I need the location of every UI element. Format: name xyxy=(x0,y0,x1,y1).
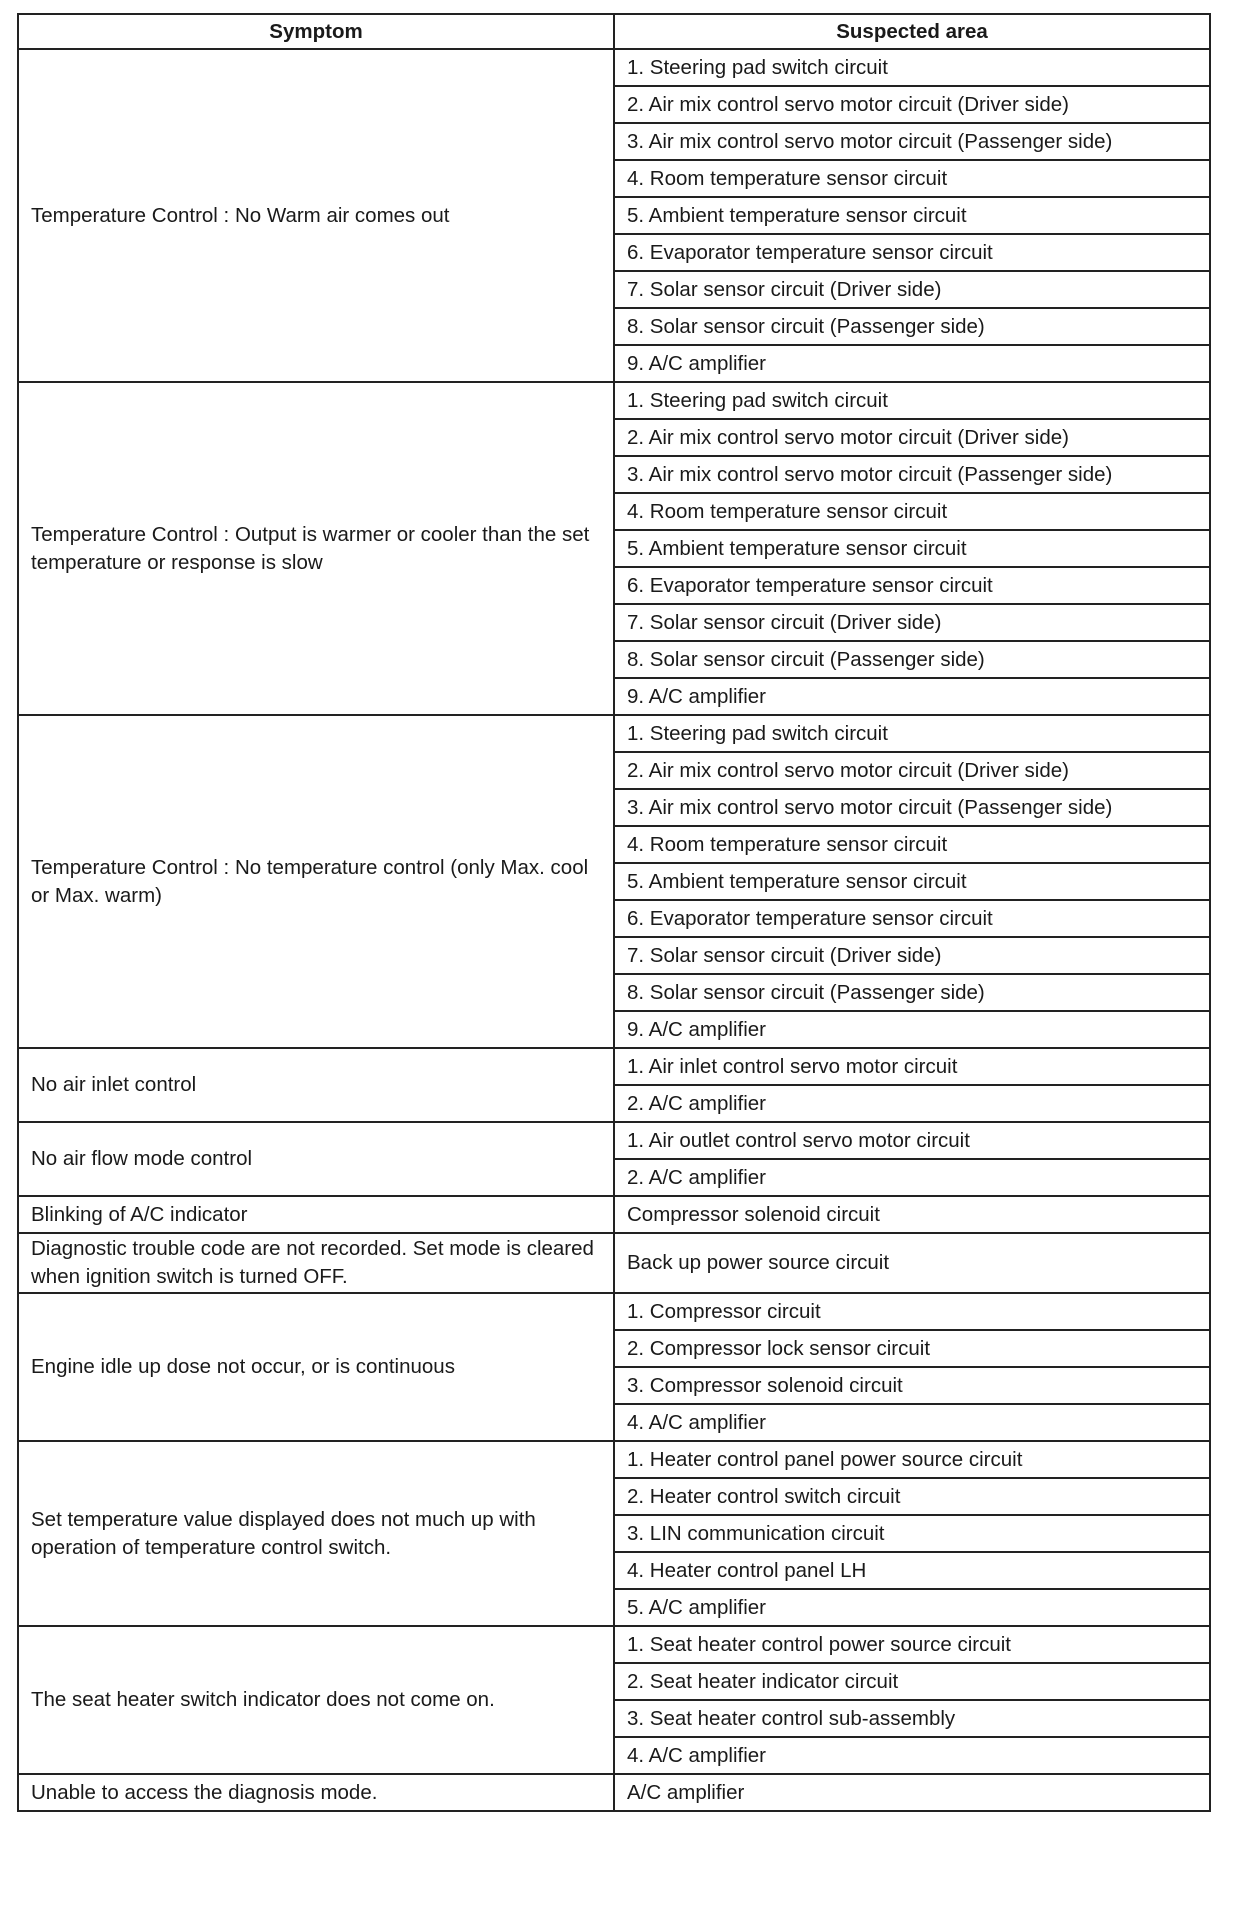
suspected-area-cell: 4. A/C amplifier xyxy=(614,1737,1210,1774)
table-row xyxy=(18,1441,1210,1478)
suspected-area-cell: 3. Air mix control servo motor circuit (Passenger side) xyxy=(614,456,1210,493)
table-row xyxy=(18,1233,1210,1293)
suspected-area-cell: 1. Air outlet control servo motor circuit xyxy=(614,1122,1210,1159)
suspected-area-cell: 9. A/C amplifier xyxy=(614,1011,1210,1048)
symptom-table xyxy=(17,13,1211,1812)
suspected-area-cell: 7. Solar sensor circuit (Driver side) xyxy=(614,604,1210,641)
suspected-area-cell: 1. Steering pad switch circuit xyxy=(614,49,1210,86)
suspected-area-cell: 7. Solar sensor circuit (Driver side) xyxy=(614,937,1210,974)
suspected-area-cell: 6. Evaporator temperature sensor circuit xyxy=(614,900,1210,937)
suspected-area-cell: 2. A/C amplifier xyxy=(614,1085,1210,1122)
suspected-area-cell: 3. Compressor solenoid circuit xyxy=(614,1367,1210,1404)
table-body xyxy=(18,49,1210,1811)
suspected-area-cell: 1. Compressor circuit xyxy=(614,1293,1210,1330)
symptom-cell: Engine idle up dose not occur, or is continuous xyxy=(18,1293,614,1441)
suspected-area-cell: 4. Room temperature sensor circuit xyxy=(614,493,1210,530)
suspected-area-cell: 4. Room temperature sensor circuit xyxy=(614,826,1210,863)
suspected-area-cell: 4. A/C amplifier xyxy=(614,1404,1210,1441)
suspected-area-cell: 5. Ambient temperature sensor circuit xyxy=(614,197,1210,234)
suspected-area-cell: 1. Steering pad switch circuit xyxy=(614,382,1210,419)
symptom-header: Symptom xyxy=(18,14,614,49)
suspected-area-cell: 5. A/C amplifier xyxy=(614,1589,1210,1626)
symptom-cell: Unable to access the diagnosis mode. xyxy=(18,1774,614,1811)
suspected-area-cell: 5. Ambient temperature sensor circuit xyxy=(614,863,1210,900)
symptom-cell: Diagnostic trouble code are not recorded. Set mode is cleared when ignition switch is turned OFF. xyxy=(18,1233,614,1293)
table-row xyxy=(18,1293,1210,1330)
table-row xyxy=(18,382,1210,419)
suspected-area-cell: 6. Evaporator temperature sensor circuit xyxy=(614,234,1210,271)
suspected-area-cell: 3. LIN communication circuit xyxy=(614,1515,1210,1552)
symptom-cell: No air flow mode control xyxy=(18,1122,614,1196)
suspected-area-cell: 1. Air inlet control servo motor circuit xyxy=(614,1048,1210,1085)
table-row xyxy=(18,1774,1210,1811)
symptom-cell: Blinking of A/C indicator xyxy=(18,1196,614,1233)
suspected-area-cell: 1. Heater control panel power source circuit xyxy=(614,1441,1210,1478)
suspected-area-cell: 2. A/C amplifier xyxy=(614,1159,1210,1196)
suspected-area-cell: 7. Solar sensor circuit (Driver side) xyxy=(614,271,1210,308)
symptom-cell: Temperature Control : Output is warmer or cooler than the set temperature or response is slow xyxy=(18,382,614,715)
symptom-cell: Temperature Control : No Warm air comes out xyxy=(18,49,614,382)
symptom-cell: Temperature Control : No temperature control (only Max. cool or Max. warm) xyxy=(18,715,614,1048)
suspected-area-cell: 2. Compressor lock sensor circuit xyxy=(614,1330,1210,1367)
suspected-area-cell: 3. Air mix control servo motor circuit (Passenger side) xyxy=(614,123,1210,160)
suspected-area-header: Suspected area xyxy=(614,14,1210,49)
table-row xyxy=(18,715,1210,752)
suspected-area-cell: 2. Heater control switch circuit xyxy=(614,1478,1210,1515)
symptom-cell: The seat heater switch indicator does not come on. xyxy=(18,1626,614,1774)
suspected-area-cell: 9. A/C amplifier xyxy=(614,345,1210,382)
suspected-area-cell: 1. Steering pad switch circuit xyxy=(614,715,1210,752)
suspected-area-cell: 4. Room temperature sensor circuit xyxy=(614,160,1210,197)
table-row xyxy=(18,1196,1210,1233)
suspected-area-cell: Compressor solenoid circuit xyxy=(614,1196,1210,1233)
suspected-area-cell: A/C amplifier xyxy=(614,1774,1210,1811)
suspected-area-cell: 3. Air mix control servo motor circuit (Passenger side) xyxy=(614,789,1210,826)
suspected-area-cell: 8. Solar sensor circuit (Passenger side) xyxy=(614,641,1210,678)
suspected-area-cell: 5. Ambient temperature sensor circuit xyxy=(614,530,1210,567)
suspected-area-cell: 6. Evaporator temperature sensor circuit xyxy=(614,567,1210,604)
suspected-area-cell: 8. Solar sensor circuit (Passenger side) xyxy=(614,974,1210,1011)
suspected-area-cell: 3. Seat heater control sub-assembly xyxy=(614,1700,1210,1737)
suspected-area-cell: 2. Air mix control servo motor circuit (Driver side) xyxy=(614,419,1210,456)
suspected-area-cell: 2. Air mix control servo motor circuit (Driver side) xyxy=(614,86,1210,123)
table-row xyxy=(18,1048,1210,1085)
suspected-area-cell: 9. A/C amplifier xyxy=(614,678,1210,715)
table-row xyxy=(18,49,1210,86)
symptom-cell: Set temperature value displayed does not much up with operation of temperature control switch. xyxy=(18,1441,614,1626)
header-row xyxy=(18,14,1210,49)
symptom-cell: No air inlet control xyxy=(18,1048,614,1122)
table-row xyxy=(18,1626,1210,1663)
suspected-area-cell: Back up power source circuit xyxy=(614,1233,1210,1293)
suspected-area-cell: 8. Solar sensor circuit (Passenger side) xyxy=(614,308,1210,345)
suspected-area-cell: 1. Seat heater control power source circuit xyxy=(614,1626,1210,1663)
suspected-area-cell: 2. Air mix control servo motor circuit (Driver side) xyxy=(614,752,1210,789)
suspected-area-cell: 4. Heater control panel LH xyxy=(614,1552,1210,1589)
suspected-area-cell: 2. Seat heater indicator circuit xyxy=(614,1663,1210,1700)
table-row xyxy=(18,1122,1210,1159)
